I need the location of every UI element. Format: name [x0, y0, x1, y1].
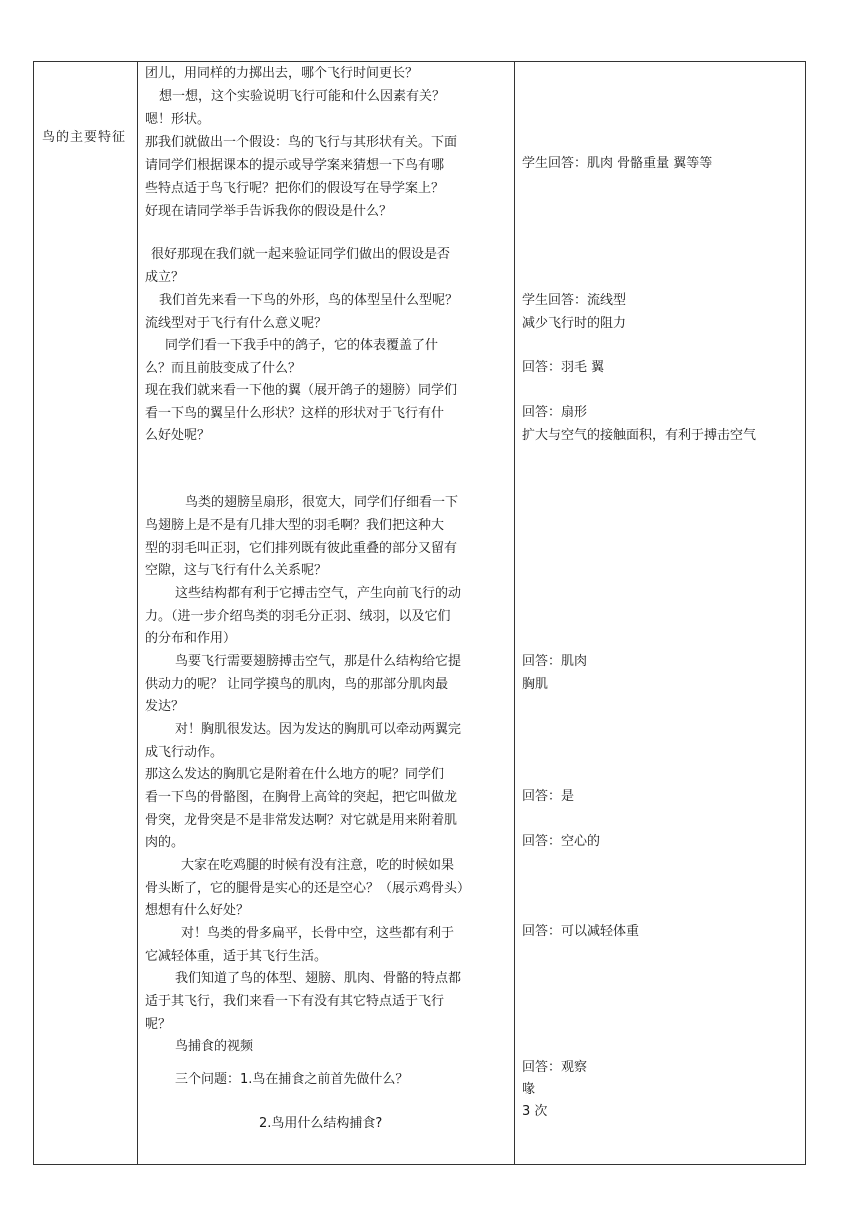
student-line: 回答：观察	[522, 1060, 588, 1075]
teacher-line: 这些结构都有利于它搏击空气，产生向前飞行的动	[175, 586, 462, 601]
teacher-line: 我们知道了鸟的体型、翅膀、肌肉、骨骼的特点都	[175, 971, 462, 986]
teacher-line: 鸟类的翅膀呈扇形，很宽大，同学们仔细看一下	[185, 495, 459, 510]
teacher-line: 些特点适于鸟飞行呢？把你们的假设写在导学案上？	[145, 181, 445, 196]
teacher-line: 成立？	[145, 270, 185, 285]
teacher-line: 的分布和作用）	[145, 631, 237, 646]
teacher-line: 么？而且前肢变成了什么？	[145, 361, 302, 376]
student-line: 回答：空心的	[522, 834, 601, 849]
student-line: 回答：扇形	[522, 405, 588, 420]
student-line: 喙	[522, 1082, 536, 1097]
column-divider	[514, 62, 515, 1164]
section-label: 鸟的主要特征	[42, 130, 127, 145]
teacher-line: 看一下鸟的翼呈什么形状？这样的形状对于飞行有什	[145, 406, 445, 421]
teacher-line: 力。（进一步介绍鸟类的羽毛分正羽、绒羽，以及它们	[145, 609, 451, 624]
teacher-line: 团儿，用同样的力掷出去，哪个飞行时间更长？	[145, 66, 419, 81]
teacher-line: 同学们看一下我手中的鸽子，它的体表覆盖了什	[165, 338, 439, 353]
student-line: 学生回答：流线型	[522, 293, 627, 308]
teacher-line: 空隙，这与飞行有什么关系呢？	[145, 563, 328, 578]
student-line: 3 次	[522, 1104, 548, 1119]
student-line: 胸肌	[522, 677, 549, 692]
teacher-line: 鸟捕食的视频	[175, 1039, 254, 1054]
teacher-line: 想一想，这个实验说明飞行可能和什么因素有关？	[159, 89, 446, 104]
student-line: 学生回答：肌肉 骨骼重量 翼等等	[522, 156, 713, 171]
teacher-line: 好现在请同学举手告诉我你的假设是什么？	[145, 204, 393, 219]
teacher-line: 么好处呢？	[145, 428, 211, 443]
teacher-line: 成飞行动作。	[145, 745, 224, 760]
student-line: 回答：是	[522, 789, 575, 804]
teacher-line: 适于其飞行，我们来看一下有没有其它特点适于飞行	[145, 994, 445, 1009]
teacher-line: 请同学们根据课本的提示或导学案来猜想一下鸟有哪	[145, 158, 445, 173]
teacher-line: 流线型对于飞行有什么意义呢？	[145, 316, 328, 331]
student-line: 回答：可以减轻体重	[522, 924, 640, 939]
student-line: 回答：羽毛 翼	[522, 360, 605, 375]
teacher-line: 它减轻体重，适于其飞行生活。	[145, 949, 328, 964]
teacher-line: 骨头断了，它的腿骨是实心的还是空心？（展示鸡骨头）	[145, 881, 471, 896]
teacher-line: 现在我们就来看一下他的翼（展开鸽子的翅膀）同学们	[145, 383, 458, 398]
teacher-line: 对！胸肌很发达。因为发达的胸肌可以牵动两翼完	[175, 722, 462, 737]
teacher-line: 鸟翅膀上是不是有几排大型的羽毛啊？我们把这种大	[145, 518, 445, 533]
teacher-line: 看一下鸟的骨骼图，在胸骨上高耸的突起，把它叫做龙	[145, 790, 458, 805]
teacher-line: 骨突，龙骨突是不是非常发达啊？对它就是用来附着肌	[145, 813, 458, 828]
teacher-line: 鸟要飞行需要翅膀搏击空气，那是什么结构给它提	[175, 654, 462, 669]
teacher-line: 大家在吃鸡腿的时候有没有注意，吃的时候如果	[181, 858, 455, 873]
teacher-line: 肉的。	[145, 835, 185, 850]
teacher-line: 我们首先来看一下鸟的外形，鸟的体型呈什么型呢？	[159, 293, 459, 308]
lesson-table	[33, 61, 806, 1165]
column-divider	[137, 62, 138, 1164]
teacher-line: 想想有什么好处？	[145, 903, 250, 918]
teacher-line: 那我们就做出一个假设：鸟的飞行与其形状有关。下面	[145, 135, 458, 150]
teacher-line: 供动力的呢？ 让同学摸鸟的肌肉，鸟的那部分肌肉最	[145, 677, 449, 692]
teacher-line: 很好那现在我们就一起来验证同学们做出的假设是否	[151, 247, 451, 262]
teacher-line: 型的羽毛叫正羽，它们排列既有彼此重叠的部分又留有	[145, 541, 458, 556]
teacher-line: 2.鸟用什么结构捕食?	[259, 1116, 383, 1131]
teacher-line: 对！鸟类的骨多扁平，长骨中空，这些都有利于	[181, 926, 455, 941]
teacher-line: 呢？	[145, 1017, 172, 1032]
teacher-line: 那这么发达的胸肌它是附着在什么地方的呢？同学们	[145, 767, 445, 782]
teacher-line: 嗯！形状。	[145, 112, 211, 127]
teacher-line: 三个问题：1.鸟在捕食之前首先做什么？	[175, 1072, 409, 1087]
student-line: 回答：肌肉	[522, 654, 588, 669]
teacher-line: 发达？	[145, 699, 185, 714]
student-line: 减少飞行时的阻力	[522, 316, 627, 331]
student-line: 扩大与空气的接触面积，有利于搏击空气	[522, 428, 757, 443]
